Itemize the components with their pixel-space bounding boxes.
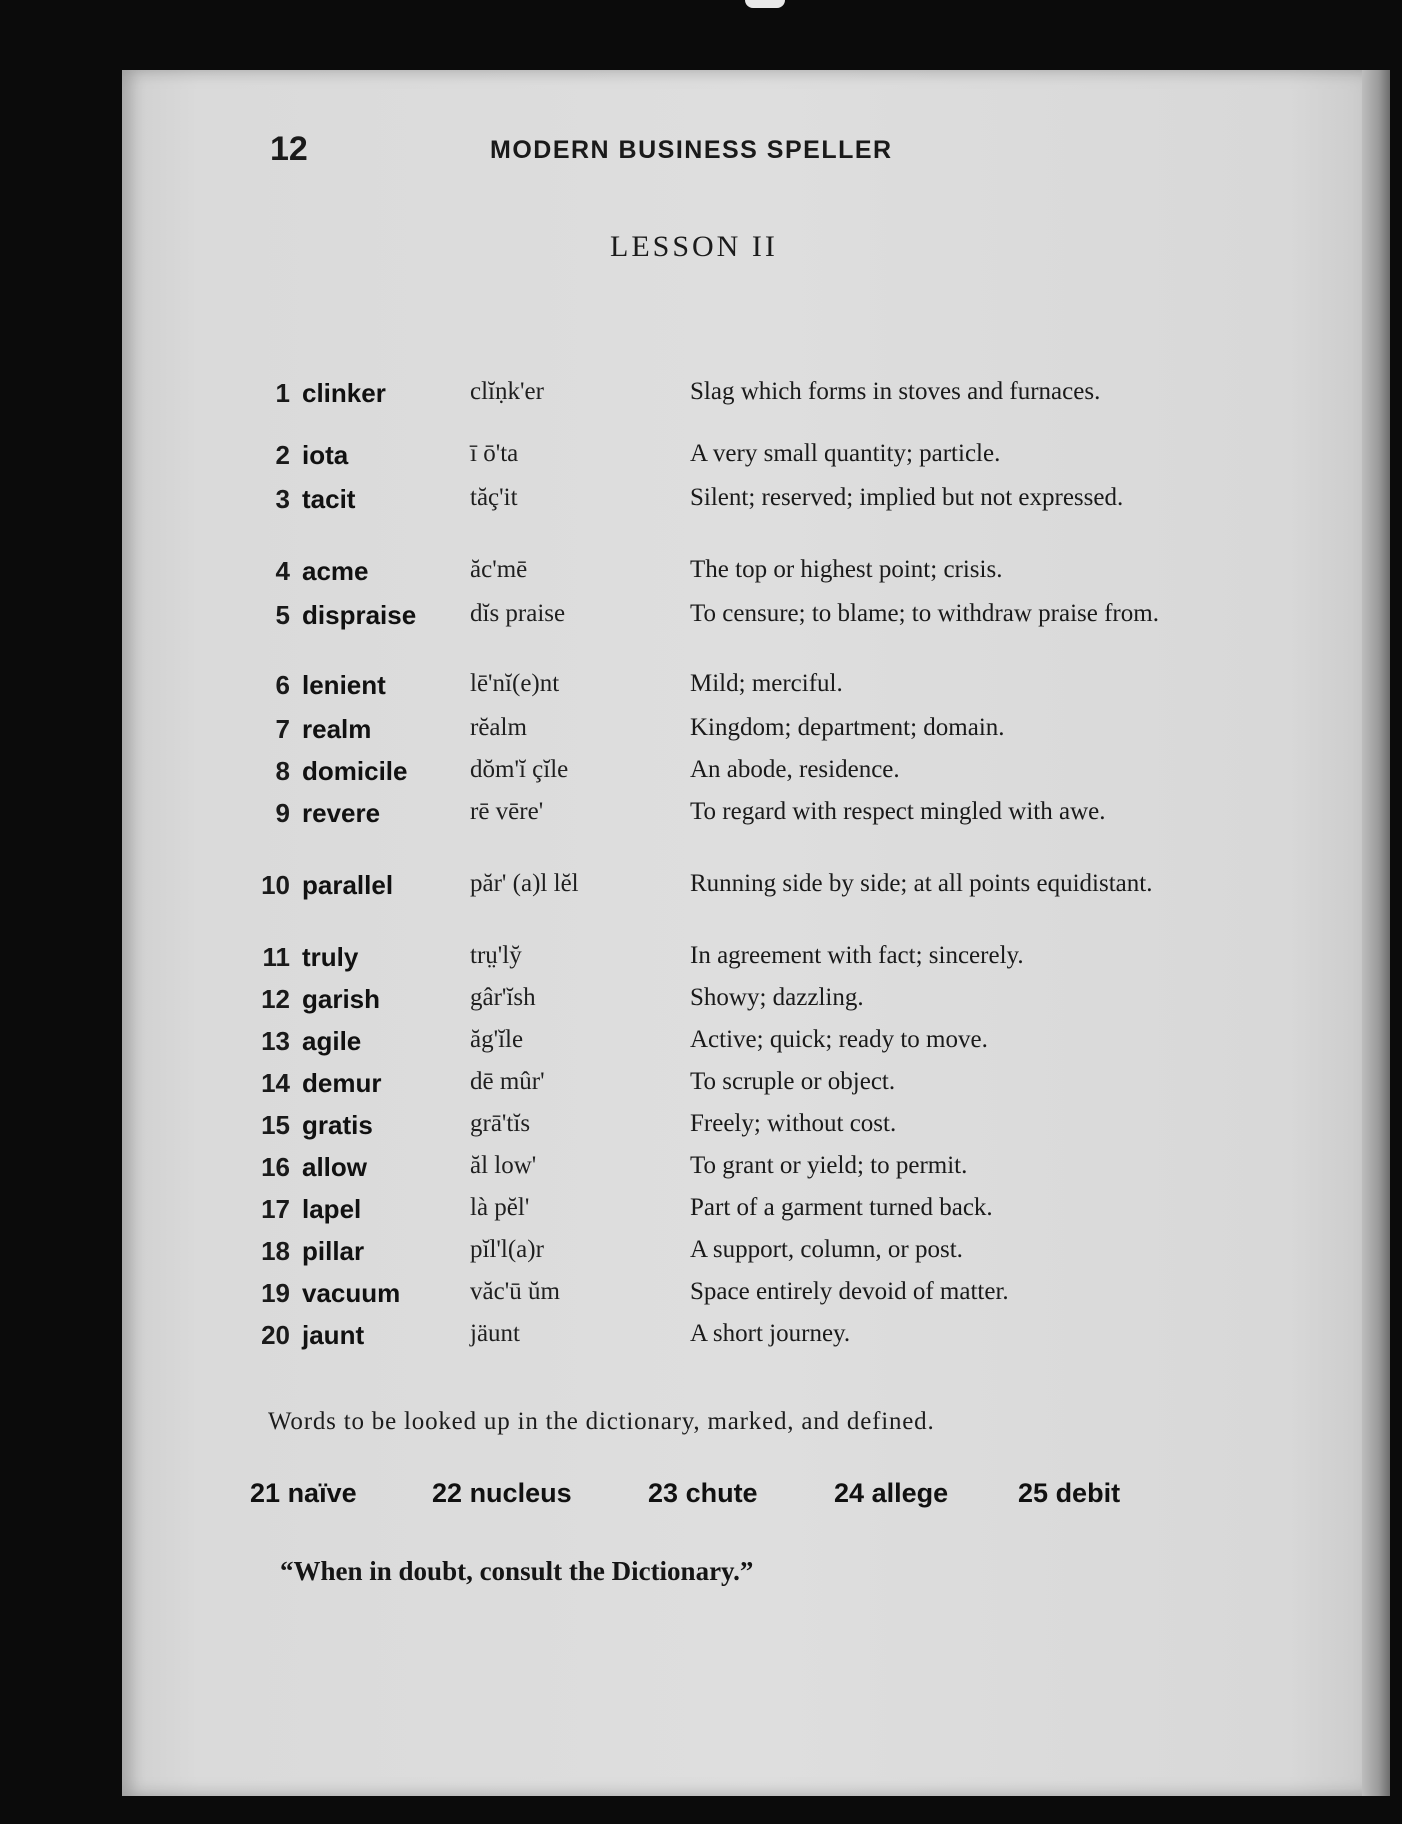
entry-number: 3	[275, 484, 290, 514]
entry-definition: To censure; to blame; to withdraw praise from.	[690, 600, 1159, 627]
entry-pronunciation: rē vēre'	[470, 798, 544, 825]
entry-definition: Freely; without cost.	[690, 1110, 897, 1137]
book-page	[122, 70, 1390, 1796]
lookup-word	[250, 1478, 357, 1509]
entry-pronunciation: ăl low'	[470, 1152, 537, 1179]
entry-number: 14	[261, 1068, 290, 1098]
entry-number: 19	[261, 1278, 290, 1308]
page-edge	[1362, 70, 1390, 1796]
lookup-word-number: 23	[648, 1478, 679, 1508]
entry-word: realm	[302, 714, 372, 744]
entry-definition: Showy; dazzling.	[690, 984, 864, 1011]
lookup-word	[1018, 1478, 1120, 1509]
entry-word: garish	[302, 984, 381, 1014]
scan-artifact	[745, 0, 785, 8]
entry-pronunciation: grā'tĭs	[470, 1110, 531, 1137]
entry-pronunciation: clĭṇk'er	[470, 378, 544, 405]
entry-pronunciation: ăg'ĭle	[470, 1026, 524, 1053]
entry-definition: Silent; reserved; implied but not expressed.	[690, 484, 1124, 511]
entry-definition: An abode, residence.	[690, 756, 900, 783]
entry-word: parallel	[302, 870, 394, 900]
entry-number: 11	[262, 942, 290, 972]
entry-word: lenient	[302, 670, 386, 700]
entry-pronunciation: trṳ'ly̆	[470, 942, 522, 969]
entry-pronunciation: jäunt	[470, 1320, 520, 1347]
entry-number: 9	[275, 798, 290, 828]
lookup-word	[648, 1478, 758, 1509]
entry-pronunciation: văc'ū ŭm	[470, 1278, 560, 1305]
entry-definition: A very small quantity; particle.	[690, 440, 1001, 467]
entry-pronunciation: dē mûr'	[470, 1068, 545, 1095]
closing-quote: “When in doubt, consult the Dictionary.”	[280, 1556, 754, 1586]
entry-word: truly	[302, 942, 359, 972]
lookup-word-text: allege	[871, 1478, 949, 1508]
entry-word: iota	[302, 440, 349, 470]
entry-definition: Kingdom; department; domain.	[690, 714, 1005, 741]
entry-number: 7	[275, 714, 290, 744]
lookup-word-text: naïve	[287, 1478, 357, 1508]
entry-pronunciation: tăç'it	[470, 484, 518, 511]
entry-word: agile	[302, 1026, 362, 1056]
entry-number: 1	[275, 378, 290, 408]
entry-pronunciation: rĕalm	[470, 714, 527, 741]
entry-number: 15	[261, 1110, 290, 1140]
running-title: MODERN BUSINESS SPELLER	[490, 136, 893, 164]
lookup-instructions: Words to be looked up in the dictionary, marked, and defined.	[268, 1408, 935, 1435]
entry-pronunciation: là pĕl'	[470, 1194, 530, 1221]
entry-definition: Slag which forms in stoves and furnaces.	[690, 378, 1101, 405]
entry-word: clinker	[302, 378, 386, 408]
entry-definition: To regard with respect mingled with awe.	[690, 798, 1106, 825]
page-header	[270, 130, 1220, 190]
lookup-word	[432, 1478, 572, 1509]
entry-pronunciation: păr' (a)l lĕl	[470, 870, 579, 897]
entry-definition: Mild; merciful.	[690, 670, 843, 697]
entry-word: revere	[302, 798, 381, 828]
entry-word: gratis	[302, 1110, 373, 1140]
entry-word: acme	[302, 556, 369, 586]
entry-number: 18	[261, 1236, 290, 1266]
entry-word: lapel	[302, 1194, 362, 1224]
entry-number: 2	[275, 440, 290, 470]
page-number: 12	[270, 130, 308, 168]
lookup-word-text: nucleus	[469, 1478, 572, 1508]
lookup-word-text: chute	[685, 1478, 758, 1508]
lesson-title: LESSON II	[610, 230, 778, 263]
entry-word: dispraise	[302, 600, 417, 630]
entry-pronunciation: ī ō'ta	[470, 440, 519, 467]
entry-number: 13	[261, 1026, 290, 1056]
entry-definition: A short journey.	[690, 1320, 851, 1347]
lookup-word	[834, 1478, 948, 1509]
entry-word: demur	[302, 1068, 382, 1098]
entry-word: tacit	[302, 484, 356, 514]
lookup-word-number: 22	[432, 1478, 463, 1508]
entry-definition: To grant or yield; to permit.	[690, 1152, 968, 1179]
entry-pronunciation: dŏm'ĭ çĭle	[470, 756, 569, 783]
entry-number: 5	[275, 600, 290, 630]
entry-word: pillar	[302, 1236, 365, 1266]
lookup-word-number: 24	[834, 1478, 865, 1508]
entry-number: 8	[275, 756, 290, 786]
entry-definition: In agreement with fact; sincerely.	[690, 942, 1024, 969]
entry-definition: Space entirely devoid of matter.	[690, 1278, 1009, 1305]
entry-word: vacuum	[302, 1278, 401, 1308]
entry-pronunciation: gâr'ĭsh	[470, 984, 536, 1011]
entry-number: 4	[275, 556, 290, 586]
entry-number: 10	[261, 870, 290, 900]
entry-number: 16	[261, 1152, 290, 1182]
entry-pronunciation: ăc'mē	[470, 556, 528, 583]
entry-number: 12	[261, 984, 290, 1014]
entry-number: 17	[261, 1194, 290, 1224]
entry-pronunciation: lē'nĭ(e)nt	[470, 670, 560, 697]
entry-definition: A support, column, or post.	[690, 1236, 963, 1263]
entry-word: allow	[302, 1152, 368, 1182]
entry-definition: The top or highest point; crisis.	[690, 556, 1003, 583]
entry-number: 6	[275, 670, 290, 700]
lookup-word-number: 21	[250, 1478, 281, 1508]
entry-definition: Active; quick; ready to move.	[690, 1026, 988, 1053]
lookup-word-text: debit	[1055, 1478, 1121, 1508]
entry-definition: Part of a garment turned back.	[690, 1194, 993, 1221]
entry-word: domicile	[302, 756, 408, 786]
lookup-word-number: 25	[1018, 1478, 1049, 1508]
entry-word: jaunt	[302, 1320, 365, 1350]
entry-definition: Running side by side; at all points equidistant.	[690, 870, 1153, 897]
entry-pronunciation: dĭs praise	[470, 600, 566, 627]
entry-pronunciation: pĭl'l(a)r	[470, 1236, 544, 1263]
entry-definition: To scruple or object.	[690, 1068, 896, 1095]
entry-number: 20	[261, 1320, 290, 1350]
